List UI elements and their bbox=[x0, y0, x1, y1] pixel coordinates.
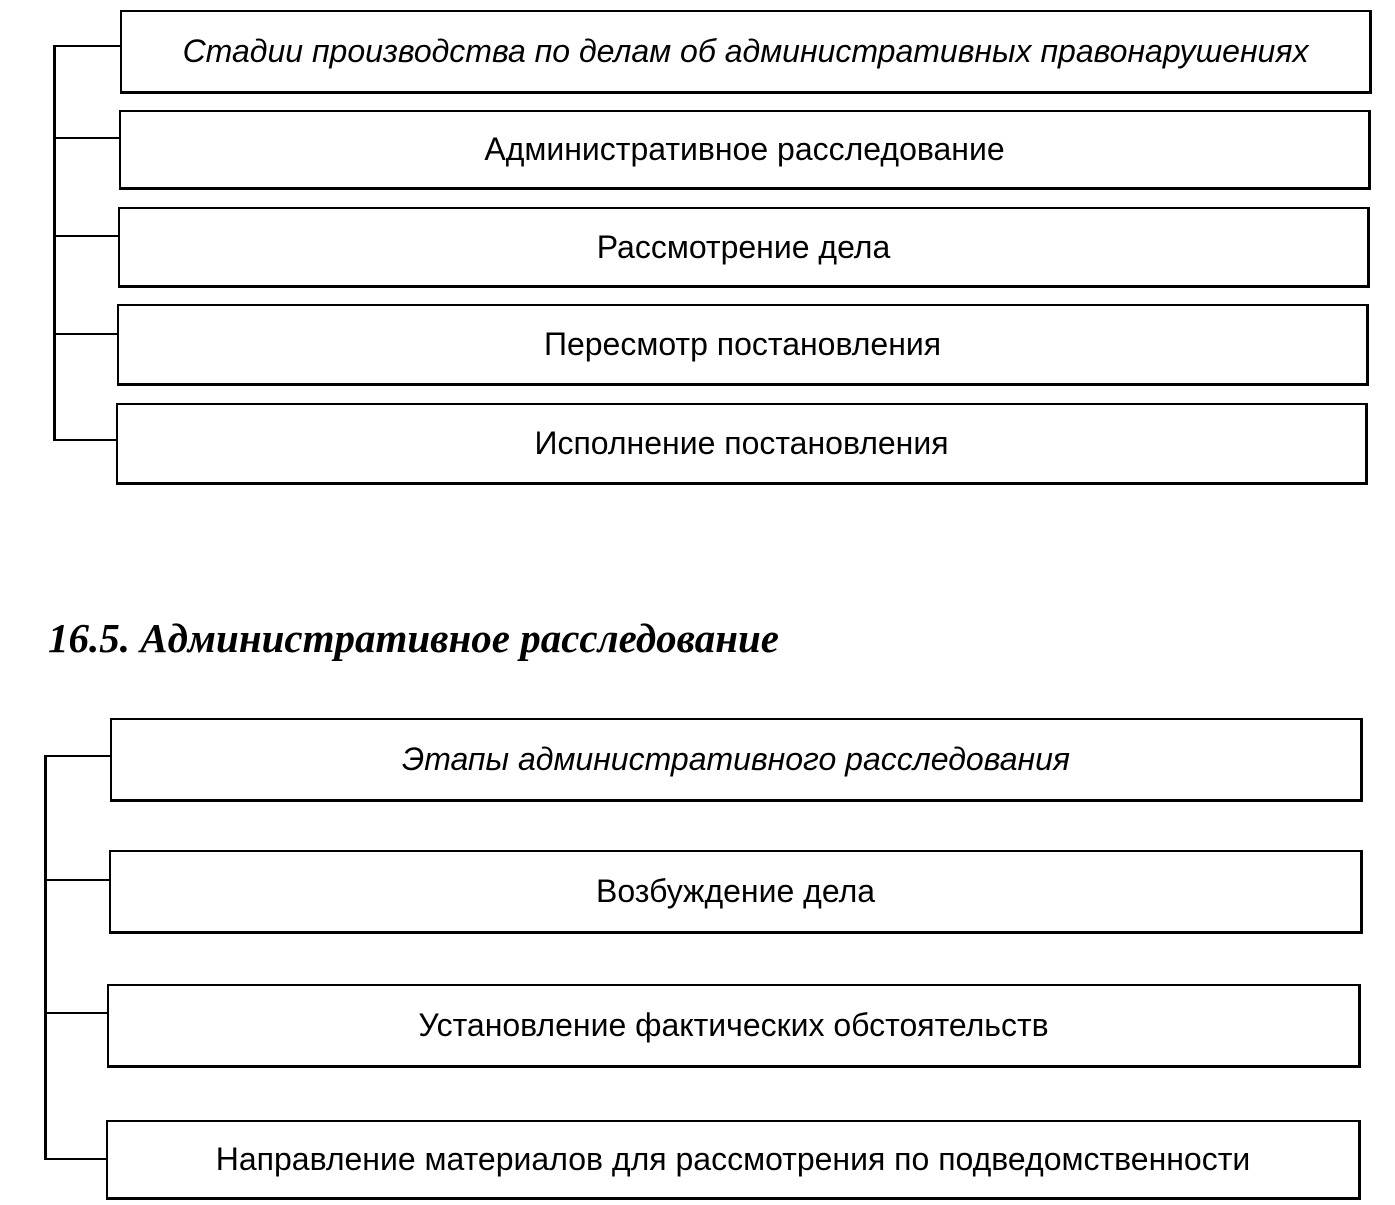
diagram1-item-box-4 bbox=[116, 403, 1368, 485]
diagram1-item-label: Исполнение постановления bbox=[534, 425, 949, 461]
diagram2-item-label: Возбуждение дела bbox=[595, 873, 876, 909]
diagram1-item-label: Административное расследование bbox=[484, 131, 1005, 167]
diagram1-item-label: Рассмотрение дела bbox=[596, 228, 891, 265]
diagram2-vertical-connector bbox=[44, 755, 47, 1160]
diagram2-connector-item-1 bbox=[44, 879, 110, 881]
diagram2-item-label: Установление фактических обстоятельств bbox=[418, 1007, 1049, 1043]
diagram2-connector-title bbox=[44, 755, 111, 757]
diagram1-vertical-connector bbox=[53, 45, 56, 441]
diagram1-connector-item-4 bbox=[53, 439, 117, 441]
diagram1-connector-item-2 bbox=[53, 235, 119, 237]
section-heading: 16.5. Административное расследование bbox=[48, 615, 779, 661]
diagram1-item-box-3 bbox=[117, 304, 1369, 386]
diagram2-item-box-1 bbox=[109, 850, 1363, 934]
diagram2-title-box bbox=[110, 718, 1363, 802]
diagram1-connector-item-1 bbox=[53, 137, 120, 139]
diagram1-item-box-1 bbox=[119, 110, 1371, 190]
diagram1-item-label: Пересмотр постановления bbox=[543, 326, 942, 362]
diagram2-connector-item-3 bbox=[44, 1158, 107, 1160]
diagram2-connector-item-2 bbox=[44, 1012, 108, 1014]
diagram1-title-box bbox=[120, 10, 1372, 94]
diagram2-item-box-2 bbox=[107, 984, 1361, 1068]
diagram1-connector-title bbox=[53, 45, 121, 47]
diagram1-connector-item-3 bbox=[53, 333, 118, 335]
diagram1-item-box-2 bbox=[118, 207, 1370, 288]
diagram2-title: Этапы административного расследования bbox=[401, 741, 1071, 777]
diagram2-item-label: Направление материалов для рассмотрения по подведомственности bbox=[215, 1141, 1251, 1177]
diagram2-item-box-3 bbox=[106, 1120, 1361, 1200]
diagram1-title: Стадии производства по делам об административных правонарушениях bbox=[182, 33, 1309, 69]
